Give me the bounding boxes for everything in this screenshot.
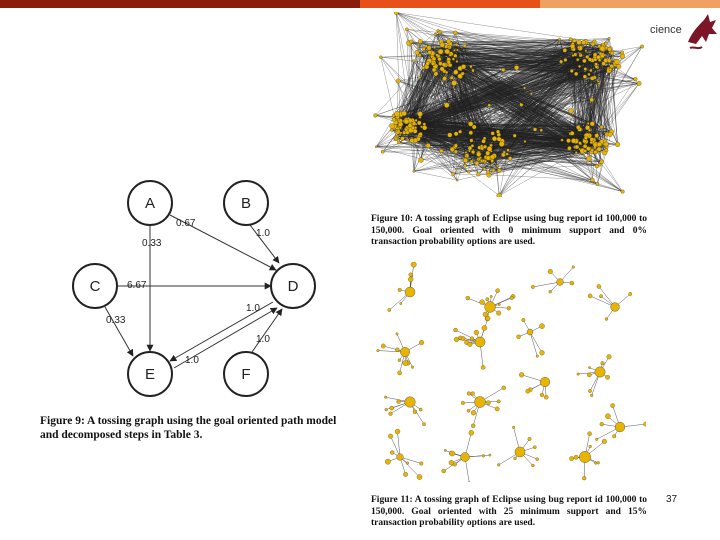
node-c-label: C: [89, 278, 101, 295]
top-bar-light: [540, 0, 720, 8]
node-d-label: D: [287, 278, 299, 295]
figure10-caption: Figure 10: A tossing graph of Eclipse using bug report id 100,000 to 150,000. Goal oriented with 0 minimum support and 0% transaction probability options are used.: [371, 214, 647, 247]
edge-label-f-d: 1.0: [256, 334, 270, 345]
figure11-caption: Figure 11: A tossing graph of Eclipse using bug report id 100,000 to 150,000. Goal oriented with 25 minimum support and 15% transaction probability options are used.: [371, 495, 647, 528]
edge-label-c-d: 6.67: [127, 280, 147, 291]
edge-label-d-e: 1.0: [246, 303, 260, 314]
figure10-network-image: [370, 12, 646, 197]
figure9-caption: Figure 9: A tossing graph using the goal oriented path model and decomposed steps in Table 3.: [40, 415, 337, 441]
node-e-label: E: [144, 366, 156, 383]
edge-label-b-d: 1.0: [256, 228, 270, 239]
header-fragment-text: cience: [650, 24, 682, 36]
figure9-graph: [60, 170, 350, 405]
node-a-label: A: [144, 195, 156, 212]
edge-f-d: [252, 309, 282, 352]
edge-label-c-e: 0.33: [106, 315, 126, 326]
page-number: 37: [666, 494, 678, 505]
node-b-label: B: [240, 195, 252, 212]
top-bar-dark: [0, 0, 360, 8]
dragon-logo-icon: [684, 12, 718, 52]
top-bar-orange: [360, 0, 540, 8]
top-bar: [0, 0, 720, 8]
node-f-label: F: [241, 366, 251, 383]
edge-label-e-d: 1.0: [185, 355, 199, 366]
edge-label-a-e: 0.33: [142, 238, 162, 249]
edge-label-a-d: 0.67: [176, 218, 196, 229]
figure11-network-image: [370, 262, 646, 482]
